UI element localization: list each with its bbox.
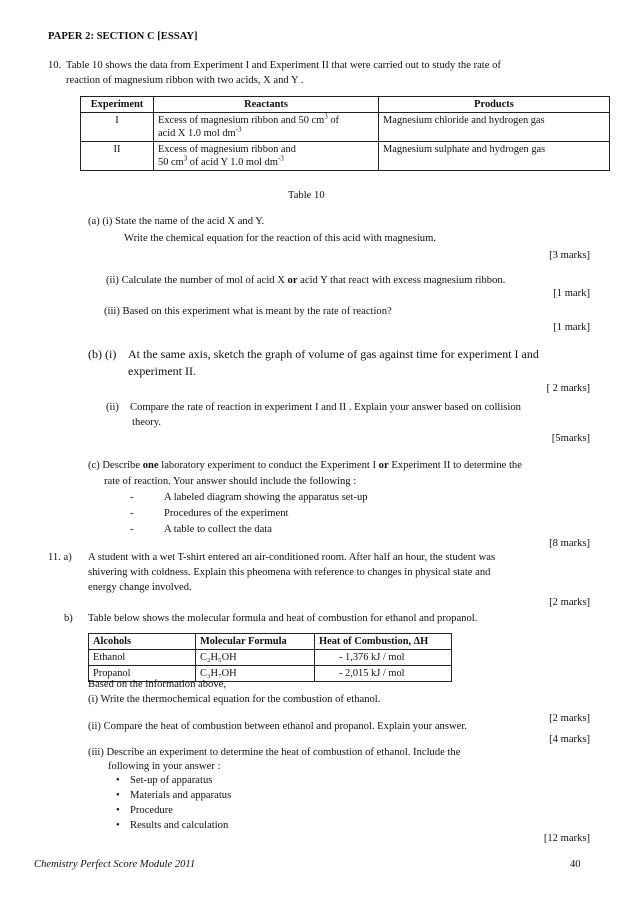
col-products: Products (379, 97, 610, 113)
q10c-item: A table to collect the data (164, 524, 272, 535)
superscript: -3 (235, 125, 242, 134)
section-header: PAPER 2: SECTION C [ESSAY] (48, 31, 198, 42)
q11a-line3: energy change involved. (88, 582, 192, 593)
col-heat: Heat of Combustion, ΔH (315, 634, 452, 650)
table-row (81, 113, 610, 142)
q10c-one: one (142, 460, 159, 471)
page-number: 40 (570, 859, 581, 870)
q10b-i-line2: experiment II. (128, 364, 196, 378)
col-formula: Molecular Formula (196, 634, 315, 650)
bullet-item: • Set-up of apparatus (130, 774, 212, 787)
q10c-item: A labeled diagram showing the apparatus set-up (164, 492, 368, 503)
q10b-i-marks: [ 2 marks] (546, 383, 590, 394)
q11b-i: (i) Write the thermochemical equation for the combustion of ethanol. (88, 694, 381, 705)
reactant-text: 50 cm (158, 157, 184, 168)
reactants-cell (154, 142, 379, 171)
q10a-i-line1: (a) (i) State the name of the acid X and Y. (88, 216, 265, 227)
alcohol-name: Propanol (89, 666, 196, 682)
table-row (89, 650, 452, 666)
q11b-based: Based on the information above, (88, 679, 226, 690)
q10c-marks: [8 marks] (549, 538, 590, 549)
q10c-text: Experiment II to determine the (391, 460, 522, 471)
q11b-iii-line1: (iii) Describe an experiment to determine the heat of combustion of ethanol. Include the (88, 747, 461, 758)
col-reactants: Reactants (154, 97, 379, 113)
reactants-cell (154, 113, 379, 142)
alcohols-table (88, 633, 452, 682)
alcohol-formula: C₂H₅OH (196, 650, 315, 666)
alcohol-heat: - 2,015 kJ / mol (315, 666, 452, 682)
q10-intro-line1: Table 10 shows the data from Experiment I and Experiment II that were carried out to study the rate of (66, 60, 501, 71)
bullet-item: • Procedure (130, 804, 173, 817)
q10b-ii-label: (ii) (106, 402, 119, 413)
q10b-ii-line2: theory. (132, 417, 162, 428)
table-row (81, 142, 610, 171)
q11b-iii-marks: [12 marks] (543, 833, 590, 844)
q11b-ii: (ii) Compare the heat of combustion between ethanol and propanol. Explain your answer. (88, 721, 467, 732)
q10a-i-line2: Write the chemical equation for the reaction of this acid with magnesium. (124, 233, 436, 244)
q10b-ii-line1: Compare the rate of reaction in experiment I and II . Explain your answer based on collision (130, 402, 521, 413)
table-header-row (89, 634, 452, 650)
q10a-ii-text: (ii) Calculate the number of mol of acid X (106, 275, 285, 286)
superscript: -3 (277, 154, 284, 163)
q10a-ii-text2: acid Y that react with excess magnesium ribbon. (300, 275, 506, 286)
alcohol-name: Ethanol (89, 650, 196, 666)
q11a-line1: A student with a wet T-shirt entered an air-conditioned room. After half an hour, the student was (88, 552, 496, 563)
q11b-label: b) (64, 613, 73, 624)
table-caption: Table 10 (288, 190, 325, 201)
q10a-ii (106, 274, 505, 287)
q11b-ii-marks: [4 marks] (549, 734, 590, 745)
q10a-ii-or: or (287, 275, 298, 286)
q10c-dash: - (130, 508, 134, 519)
reactant-text: of acid Y 1.0 mol dm (187, 157, 278, 168)
q11b-intro: Table below shows the molecular formula and heat of combustion for ethanol and propanol. (88, 613, 478, 624)
q10-intro-line2: reaction of magnesium ribbon with two acids, X and Y . (66, 75, 304, 86)
superscript: 3 (183, 154, 188, 163)
q10a-ii-marks: [1 mark] (553, 288, 590, 299)
q11b-i-marks: [2 marks] (549, 713, 590, 724)
table-header-row (81, 97, 610, 113)
q10a-i-marks: [3 marks] (549, 250, 590, 261)
alcohol-heat: - 1,376 kJ / mol (315, 650, 452, 666)
q10a-iii-marks: [1 mark] (553, 322, 590, 333)
reactant-text: Excess of magnesium ribbon and (158, 144, 296, 155)
alcohol-formula: C₃H₇OH (196, 666, 315, 682)
exp-cell: II (81, 142, 154, 171)
products-cell: Magnesium sulphate and hydrogen gas (379, 142, 610, 171)
q10c-or: or (378, 460, 389, 471)
q10a-iii: (iii) Based on this experiment what is meant by the rate of reaction? (104, 306, 392, 317)
footer-title: Chemistry Perfect Score Module 2011 (34, 859, 196, 870)
col-experiment: Experiment (81, 97, 154, 113)
q10c-line1 (88, 459, 522, 472)
reactant-text: Excess of magnesium ribbon and 50 cm (158, 115, 325, 126)
q10c-text: laboratory experiment to conduct the Experiment I (161, 460, 377, 471)
q10-number: 10. (48, 60, 62, 71)
q11-number: 11. a) (48, 552, 72, 563)
exp-cell: I (81, 113, 154, 142)
col-alcohols: Alcohols (89, 634, 196, 650)
q10c-dash: - (130, 524, 134, 535)
products-cell: Magnesium chloride and hydrogen gas (379, 113, 610, 142)
reactant-text: acid X 1.0 mol dm (158, 128, 236, 139)
q10c-text: (c) Describe (88, 460, 141, 471)
q10c-line2: rate of reaction. Your answer should include the following : (104, 476, 357, 487)
q10b-ii-marks: [5marks] (551, 433, 590, 444)
bullet-item: • Results and calculation (130, 819, 228, 832)
q10c-item: Procedures of the experiment (164, 508, 289, 519)
superscript: 3 (324, 112, 328, 121)
q11a-line2: shivering with coldness. Explain this pheomena with reference to changes in physical state and (88, 567, 491, 578)
q10c-dash: - (130, 492, 134, 503)
q11a-marks: [2 marks] (549, 597, 590, 608)
q10b-i-label: (b) (i) (88, 347, 117, 361)
q11b-iii-line2: following in your answer : (108, 761, 221, 772)
q10b-i-line1: At the same axis, sketch the graph of volume of gas against time for experiment I and (128, 347, 539, 361)
table-10 (80, 96, 610, 171)
reactant-text: of (327, 115, 339, 126)
bullet-item: • Materials and apparatus (130, 789, 231, 802)
